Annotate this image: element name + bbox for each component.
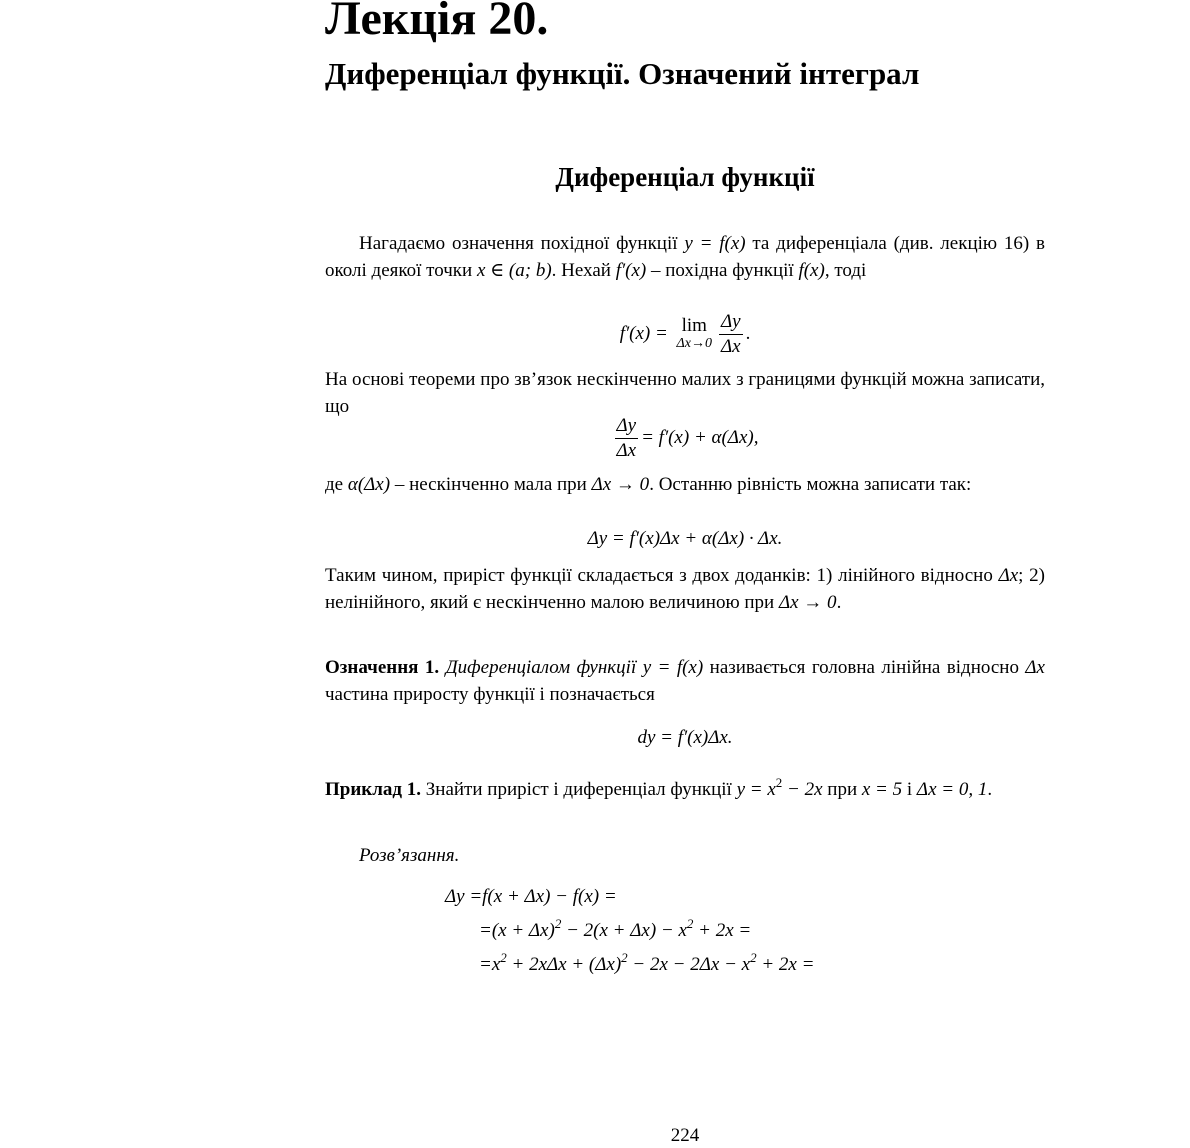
- equation-part: =(x + Δx): [479, 920, 555, 941]
- alpha-text: – нескінченно мала при: [390, 474, 592, 495]
- lecture-subtitle: Диференціал функції. Означений інтеграл: [325, 56, 920, 91]
- example-superscript: 2: [775, 775, 783, 790]
- example-math: Δx = 0, 1: [916, 779, 988, 800]
- fraction-numerator: Δy: [615, 414, 639, 439]
- solution-equations: [445, 880, 814, 982]
- example-paragraph: [325, 776, 1045, 803]
- alpha-text: . Останню рівність можна записати так:: [649, 474, 972, 495]
- equation-superscript: 2: [500, 950, 507, 965]
- intro-text: Нагадаємо означення похідної функції: [359, 233, 685, 254]
- section-title: Диференціал функції: [555, 162, 815, 192]
- formula-rhs: = f′(x) + α(Δx),: [641, 426, 759, 448]
- equation-superscript: 2: [750, 950, 757, 965]
- intro-math: f′(x): [615, 260, 647, 281]
- limit-subscript: Δx→0: [676, 335, 712, 351]
- intro-math: f(x): [798, 260, 825, 281]
- equation-part: − 2(x + Δx) − x: [561, 920, 687, 941]
- increment-formula: Δy = f′(x)Δx + α(Δx) · Δx.: [587, 528, 783, 549]
- solution-line-3: [445, 948, 814, 982]
- intro-math: x ∈ (a; b): [476, 260, 552, 281]
- equation-part: + 2x =: [756, 954, 815, 975]
- definition-term: Диференціалом функції: [439, 657, 643, 678]
- document-page: [325, 0, 1045, 1146]
- solution-label: Розв’язання.: [359, 845, 460, 866]
- alpha-text: де: [325, 474, 348, 495]
- example-text: .: [987, 779, 993, 800]
- intro-text: – похідна функції: [646, 260, 799, 281]
- solution-line-2: [445, 914, 814, 948]
- equation-part: =x: [479, 954, 501, 975]
- example-math: − 2x: [782, 779, 823, 800]
- solution-line-1: Δy =f(x + Δx) − f(x) =: [445, 886, 617, 907]
- limit-label: lim: [681, 314, 707, 336]
- fraction: [615, 414, 639, 463]
- limit-operator: [676, 314, 712, 353]
- definition-paragraph: [325, 654, 1045, 708]
- intro-text: , тоді: [824, 260, 867, 281]
- definition-text: називається головна лінійна відносно: [703, 657, 1026, 678]
- alpha-paragraph: [325, 471, 1045, 498]
- theorem-paragraph: На основі теореми про зв’язок нескінченно малих з границями функцій можна записати, що: [325, 369, 1045, 417]
- increment-math: Δx → 0: [778, 592, 837, 613]
- definition-text: частина приросту функції і позначається: [325, 684, 655, 705]
- definition-label: Означення 1.: [325, 657, 440, 678]
- increment-text: .: [836, 592, 842, 613]
- intro-math: y = f(x): [684, 233, 746, 254]
- equation-superscript: 2: [686, 916, 694, 931]
- fraction-denominator: Δx: [720, 336, 741, 357]
- increment-text: Таким чином, приріст функції складається з двох доданків: 1) лінійного відносно: [325, 565, 999, 586]
- alpha-math: α(Δx): [347, 474, 391, 495]
- equation-superscript: 2: [554, 916, 562, 931]
- increment-paragraph: [325, 562, 1045, 616]
- page-number: 224: [670, 1125, 700, 1146]
- example-math: y = x: [736, 779, 776, 800]
- definition-math: y = f(x): [642, 657, 704, 678]
- increment-math: Δx: [998, 565, 1019, 586]
- equation-superscript: 2: [621, 950, 628, 965]
- derivative-formula: [325, 310, 1045, 359]
- differential-formula: dy = f′(x)Δx.: [637, 727, 733, 748]
- example-math: x = 5: [861, 779, 903, 800]
- fraction-numerator: Δy: [719, 310, 743, 335]
- example-label: Приклад 1.: [325, 779, 422, 800]
- intro-paragraph: [325, 230, 1045, 284]
- fraction: [719, 310, 743, 359]
- definition-math: Δx: [1025, 657, 1045, 678]
- fraction-denominator: Δx: [616, 440, 637, 461]
- lecture-title: Лекція 20.: [325, 0, 549, 45]
- equation-part: − 2x − 2Δx − x: [627, 954, 751, 975]
- intro-text: . Нехай: [551, 260, 616, 281]
- intro-text: та диференціала (див. лекцію 16) в околі деякої точки: [325, 233, 1045, 281]
- example-text: і: [902, 779, 917, 800]
- formula-end: .: [745, 322, 751, 344]
- increment-ratio-formula: [325, 414, 1045, 463]
- example-text: при: [822, 779, 862, 800]
- example-text: Знайти приріст і диференціал функції: [421, 779, 737, 800]
- alpha-math: Δx → 0: [591, 474, 650, 495]
- formula-lhs: f′(x) =: [619, 322, 673, 344]
- equation-part: + 2x =: [693, 920, 752, 941]
- equation-part: + 2xΔx + (Δx): [506, 954, 622, 975]
- increment-text: ; 2) нелінійного, який є нескінченно малою величиною при: [325, 565, 1046, 613]
